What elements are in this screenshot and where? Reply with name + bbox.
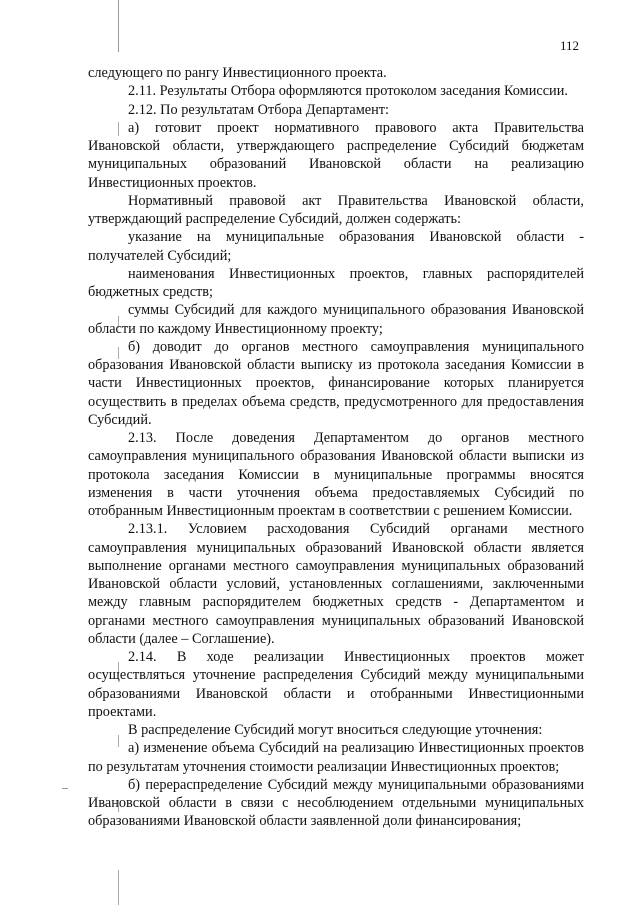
paragraph: Нормативный правовой акт Правительства Ивановской области, утверждающий распределение Субсидий, должен содержать:	[88, 192, 584, 227]
paragraph: В распределение Субсидий могут вноситься следующие уточнения:	[128, 722, 543, 738]
paragraph: 2.14. В ходе реализации Инвестиционных проектов может осуществляться уточнение распределения Субсидий между муниципальными образованиями Ивановской области и отобранными Инвестиционными проектами.	[88, 649, 584, 720]
paragraph: а) готовит проект нормативного правового акта Правительства Ивановской области, утверждающего распределение Субсидий бюджетам муниципальных образований Ивановской области на реализацию Инвестиционных проектов.	[88, 119, 584, 191]
paragraph: 2.13.1. Условием расходования Субсидий органами местного самоуправления муниципальных образований Ивановской области является выполнение органами местного самоуправления муниципальных образований Ивановской области условий, установленных соглашениями, заключенными между главным распорядителем бюджетных средств - Департаментом и органами местного самоуправления муниципальных образований Ивановской области (далее – Соглашение).	[88, 521, 584, 647]
paragraph: 2.13. После доведения Департаментом до органов местного самоуправления муниципального образования Ивановской области выписки из протокола заседания Комиссии в муниципальные программы вносятся изменения в части уточнения объема предоставляемых Субсидий по отобранным Инвестиционным проектам в соответствии с решением Комиссии.	[88, 430, 584, 519]
paragraph: а) изменение объема Субсидий на реализацию Инвестиционных проектов по результатам уточнения стоимости реализации Инвестиционных проектов;	[88, 740, 584, 775]
paragraph: суммы Субсидий для каждого муниципального образования Ивановской области по каждому Инвестиционному проекту;	[88, 302, 584, 337]
scan-mark-margin	[62, 788, 68, 789]
paragraph: указание на муниципальные образования Ивановской области - получателей Субсидий;	[88, 229, 584, 264]
paragraph: б) перераспределение Субсидий между муниципальными образованиями Ивановской области в связи с несоблюдением отдельными муниципальных образованиями Ивановской области заявленной доли финансирования;	[88, 776, 584, 830]
paragraph: наименования Инвестиционных проектов, главных распорядителей бюджетных средств;	[88, 265, 584, 300]
scan-mark-top	[118, 0, 119, 52]
paragraph: 2.11. Результаты Отбора оформляются протоколом заседания Комиссии.	[128, 83, 568, 100]
scan-mark-bottom	[118, 870, 119, 905]
paragraph: следующего по рангу Инвестиционного проекта.	[88, 65, 387, 81]
paragraph: б) доводит до органов местного самоуправления муниципального образования Ивановской области выписку из протокола заседания Комиссии в части Инвестиционных проектов, финансирование которых планируется осуществить в пределах объема средств, предусмотренного для предоставления Субсидий.	[88, 338, 584, 428]
body-text	[88, 64, 584, 831]
page-number: 112	[560, 38, 580, 53]
paragraph: 2.12. По результатам Отбора Департамент:	[128, 101, 389, 118]
